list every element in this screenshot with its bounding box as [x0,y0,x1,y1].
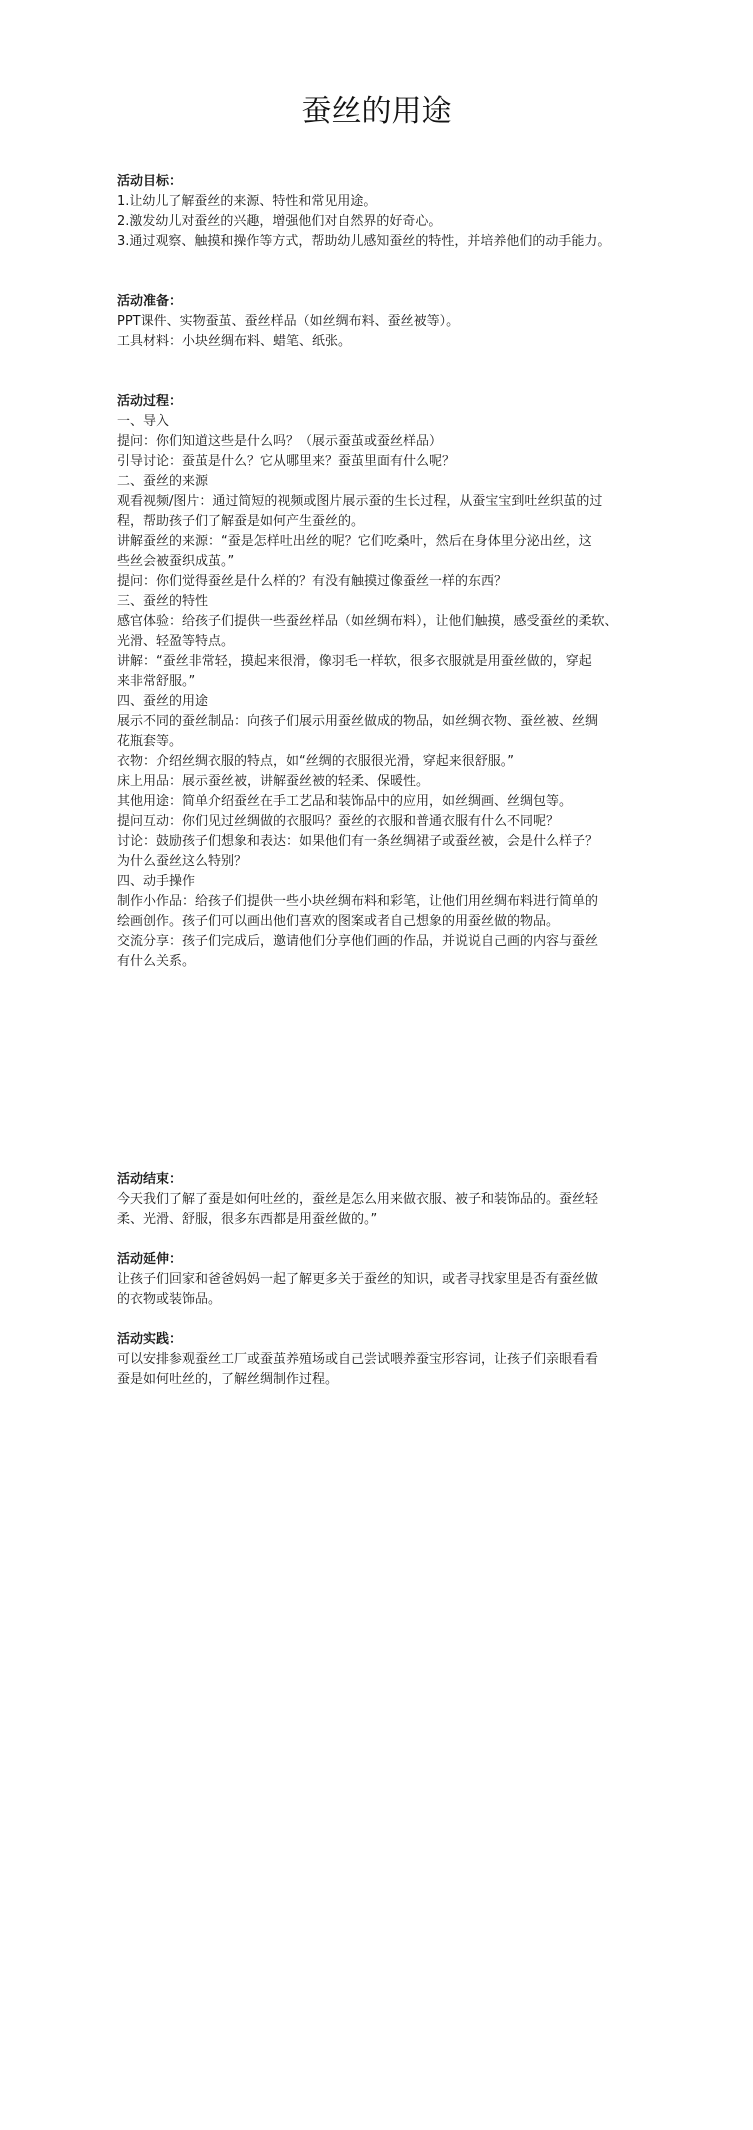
page-title: 蚕丝的用途 [301,94,452,129]
process-line: 讲解蚕丝的来源：“蚕是怎样吐出丝的呢？它们吃桑叶，然后在身体里分泌出丝，这 [117,534,592,549]
process-line: 讲解：“蚕丝非常轻，摸起来很滑，像羽毛一样软，很多衣服就是用蚕丝做的，穿起 [117,654,592,669]
process-line: 引导讨论：蚕茧是什么？它从哪里来？蚕茧里面有什么呢？ [117,454,456,469]
process-section [117,392,657,972]
process-line: 四、动手操作 [117,874,196,889]
conclusion-line: 今天我们了解了蚕是如何吐丝的，蚕丝是怎么用来做衣服、被子和装饰品的。蚕丝轻 [117,1192,599,1207]
preparation-lines [117,312,657,352]
extension-section [117,1250,657,1310]
practice-heading: 活动实践： [117,1332,183,1347]
extension-line: 让孩子们回家和爸爸妈妈一起了解更多关于蚕丝的知识，或者寻找家里是否有蚕丝做 [117,1272,599,1287]
preparation-heading: 活动准备： [117,294,183,309]
process-line: 二、蚕丝的来源 [117,474,209,489]
objectives-line: 3.通过观察、触摸和操作等方式，帮助幼儿感知蚕丝的特性，并培养他们的动手能力。 [117,234,611,249]
process-lines [117,412,657,972]
process-line: 观看视频/图片：通过简短的视频或图片展示蚕的生长过程，从蚕宝宝到吐丝织茧的过 [117,494,603,509]
preparation-line: PPT课件、实物蚕茧、蚕丝样品（如丝绸布料、蚕丝被等）。 [117,314,460,329]
process-line: 一、导入 [117,414,170,429]
process-line: 交流分享：孩子们完成后，邀请他们分享他们画的作品，并说说自己画的内容与蚕丝 [117,934,599,949]
objectives-line: 2.激发幼儿对蚕丝的兴趣，增强他们对自然界的好奇心。 [117,214,442,229]
objectives-section [117,172,657,252]
process-line: 感官体验：给孩子们提供一些蚕丝样品（如丝绸布料），让他们触摸，感受蚕丝的柔软、 [117,614,618,629]
conclusion-heading: 活动结束： [117,1172,183,1187]
process-line: 四、蚕丝的用途 [117,694,209,709]
process-line: 些丝会被蚕织成茧。” [117,554,235,569]
process-line: 提问互动：你们见过丝绸做的衣服吗？蚕丝的衣服和普通衣服有什么不同呢？ [117,814,560,829]
preparation-section [117,292,657,352]
process-line: 绘画创作。孩子们可以画出他们喜欢的图案或者自己想象的用蚕丝做的物品。 [117,914,560,929]
extension-line: 的衣物或装饰品。 [117,1292,222,1307]
conclusion-line: 柔、光滑、舒服，很多东西都是用蚕丝做的。” [117,1212,378,1227]
process-line: 光滑、轻盈等特点。 [117,634,235,649]
objectives-lines [117,192,657,252]
objectives-line: 1.让幼儿了解蚕丝的来源、特性和常见用途。 [117,194,377,209]
process-line: 提问：你们知道这些是什么吗？（展示蚕茧或蚕丝样品） [117,434,443,449]
process-line: 衣物：介绍丝绸衣服的特点，如“丝绸的衣服很光滑，穿起来很舒服。” [117,754,514,769]
conclusion-lines [117,1190,657,1230]
process-line: 程，帮助孩子们了解蚕是如何产生蚕丝的。 [117,514,365,529]
process-heading: 活动过程： [117,394,183,409]
process-line: 床上用品：展示蚕丝被，讲解蚕丝被的轻柔、保暖性。 [117,774,430,789]
process-line: 讨论：鼓励孩子们想象和表达：如果他们有一条丝绸裙子或蚕丝被，会是什么样子？ [117,834,599,849]
preparation-line: 工具材料：小块丝绸布料、蜡笔、纸张。 [117,334,352,349]
process-line: 为什么蚕丝这么特别？ [117,854,248,869]
process-line: 来非常舒服。” [117,674,196,689]
extension-heading: 活动延伸： [117,1252,183,1267]
process-line: 制作小作品：给孩子们提供一些小块丝绸布料和彩笔，让他们用丝绸布料进行简单的 [117,894,599,909]
conclusion-section [117,1170,657,1230]
process-line: 有什么关系。 [117,954,196,969]
process-line: 三、蚕丝的特性 [117,594,209,609]
practice-line: 蚕是如何吐丝的，了解丝绸制作过程。 [117,1372,339,1387]
extension-lines [117,1270,657,1310]
process-line: 提问：你们觉得蚕丝是什么样的？有没有触摸过像蚕丝一样的东西？ [117,574,508,589]
practice-section [117,1330,657,1390]
process-line: 其他用途：简单介绍蚕丝在手工艺品和装饰品中的应用，如丝绸画、丝绸包等。 [117,794,573,809]
practice-line: 可以安排参观蚕丝工厂或蚕茧养殖场或自己尝试喂养蚕宝形容词，让孩子们亲眼看看 [117,1352,599,1367]
process-line: 展示不同的蚕丝制品：向孩子们展示用蚕丝做成的物品，如丝绸衣物、蚕丝被、丝绸 [117,714,599,729]
practice-lines [117,1350,657,1390]
objectives-heading: 活动目标： [117,174,183,189]
process-line: 花瓶套等。 [117,734,183,749]
